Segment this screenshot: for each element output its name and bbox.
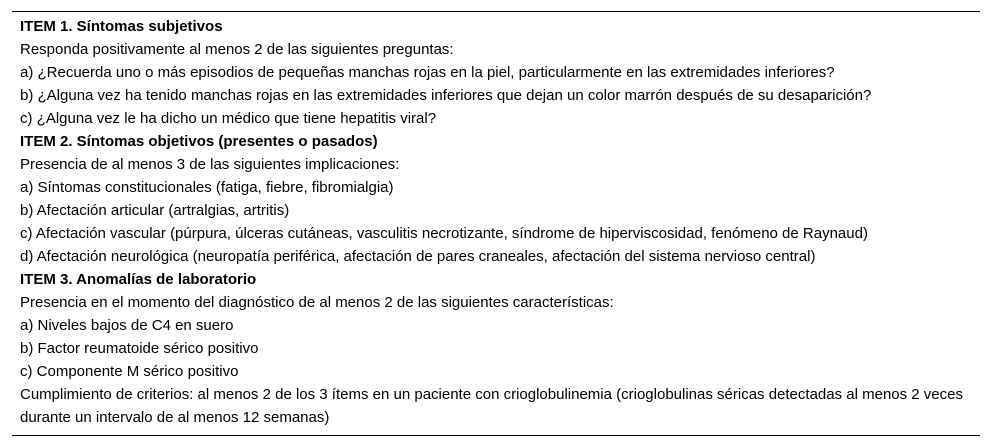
item2-heading: ITEM 2. Síntomas objetivos (presentes o pasados) [20, 133, 378, 150]
item2-line-c: c) Afectación vascular (púrpura, úlceras cutáneas, vasculitis necrotizante, síndrome de hiperviscosidad, fenómeno de Raynaud) [20, 225, 868, 242]
item2-intro: Presencia de al menos 3 de las siguientes implicaciones: [20, 156, 400, 173]
item1-heading: ITEM 1. Síntomas subjetivos [20, 18, 223, 35]
item1-line-a: a) ¿Recuerda uno o más episodios de pequeñas manchas rojas en la piel, particularmente en las extremidades inferiores? [20, 64, 835, 81]
item1-intro: Responda positivamente al menos 2 de las siguientes preguntas: [20, 41, 454, 58]
item3-heading: ITEM 3. Anomalías de laboratorio [20, 271, 257, 288]
criteria-cell [12, 12, 980, 435]
item2-line-a: a) Síntomas constitucionales (fatiga, fiebre, fibromialgia) [20, 179, 394, 196]
item2-line-b: b) Afectación articular (artralgias, artritis) [20, 202, 290, 219]
item1-line-b: b) ¿Alguna vez ha tenido manchas rojas en las extremidades inferiores que dejan un color marrón después de su desaparición? [20, 87, 872, 104]
item3-line-a: a) Niveles bajos de C4 en suero [20, 317, 234, 334]
criteria-table [12, 11, 980, 436]
item1-line-c: c) ¿Alguna vez le ha dicho un médico que tiene hepatitis viral? [20, 110, 437, 127]
fulfillment-text: Cumplimiento de criterios: al menos 2 de los 3 ítems en un paciente con crioglobulinemia (crioglobulinas séricas detectadas al menos 2 veces durante un intervalo de al menos 12 semanas) [20, 386, 963, 426]
item3-line-c: c) Componente M sérico positivo [20, 363, 239, 380]
item3-intro: Presencia en el momento del diagnóstico de al menos 2 de las siguientes características: [20, 294, 614, 311]
item3-line-b: b) Factor reumatoide sérico positivo [20, 340, 259, 357]
item2-line-d: d) Afectación neurológica (neuropatía periférica, afectación de pares craneales, afectación del sistema nervioso central) [20, 248, 816, 265]
